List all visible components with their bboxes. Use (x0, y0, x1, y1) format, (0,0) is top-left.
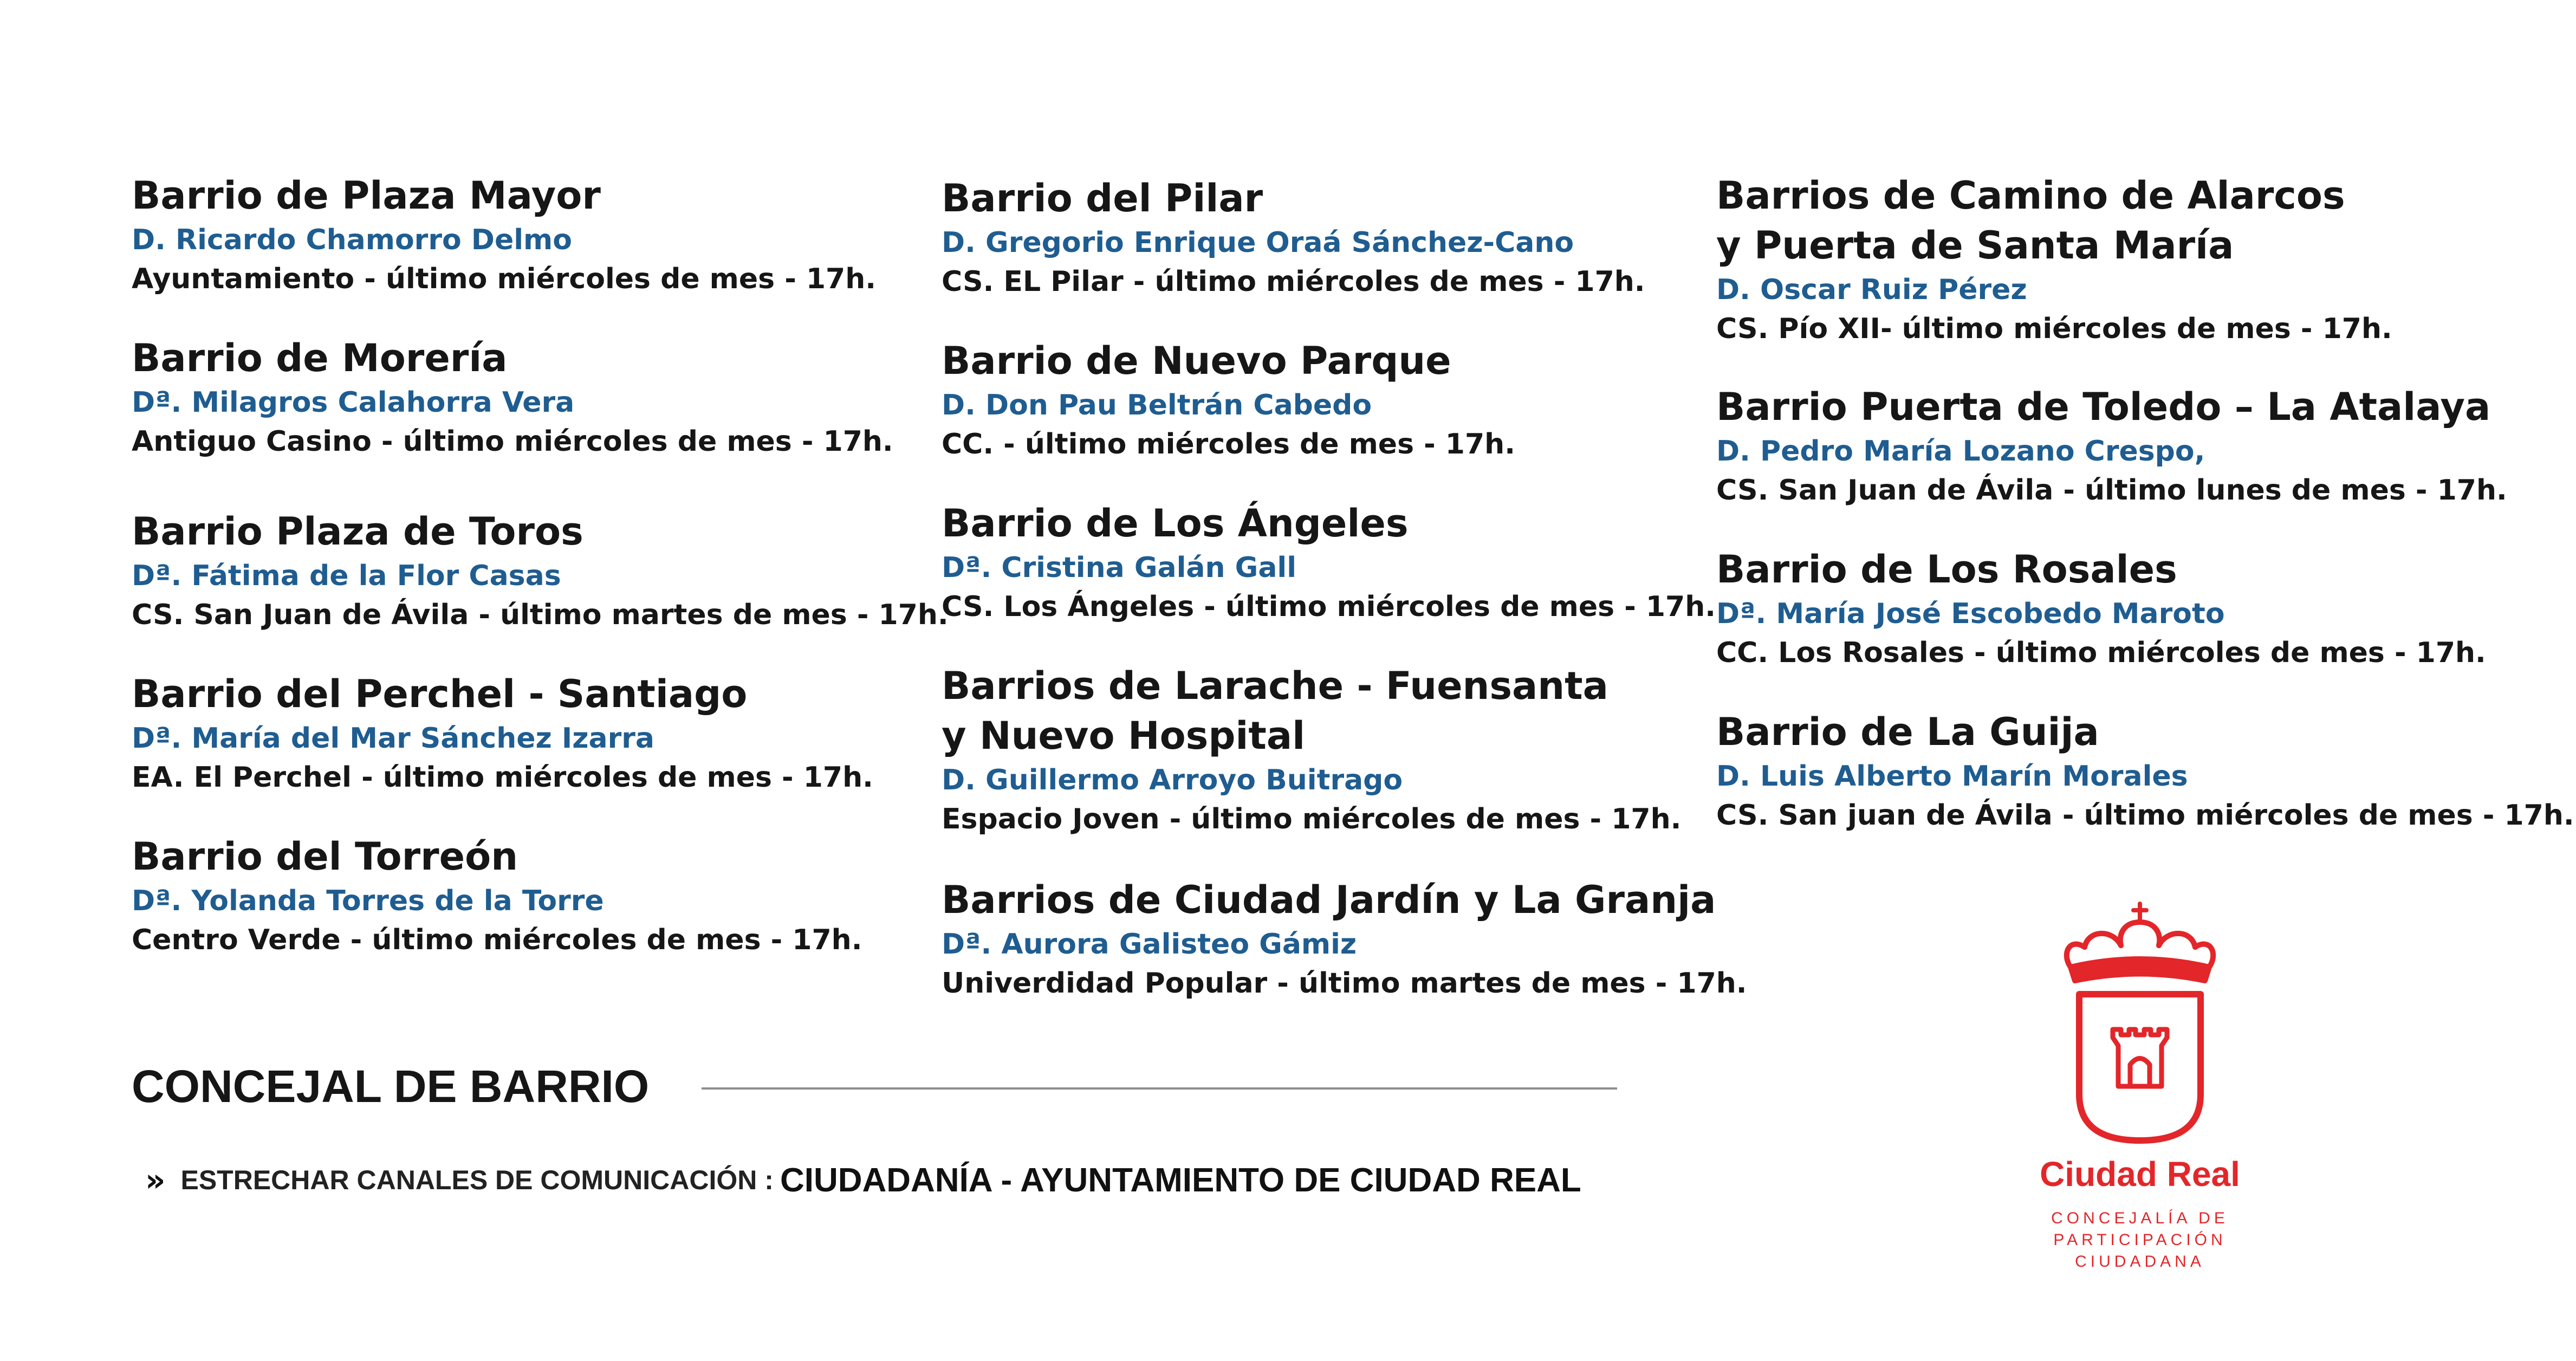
meeting-info: CS. Los Ángeles - último miércoles de mes - 17h. (942, 591, 1716, 623)
concejal-name: Dª. María José Escobedo Maroto (1716, 598, 2225, 630)
barrio-title: Barrios de Larache - Fuensanta (942, 664, 1608, 708)
barrio-title: Barrios de Camino de Alarcos (1716, 173, 2345, 218)
meeting-info: Espacio Joven - último miércoles de mes - 17h. (942, 803, 1682, 835)
meeting-info: CS. EL Pilar - último miércoles de mes - 17h. (942, 265, 1645, 298)
divider-line (702, 1087, 1617, 1090)
barrio-title: Barrio de Los Ángeles (942, 501, 1409, 546)
logo-subtitle-line-1: CONCEJALÍA DE (2051, 1209, 2229, 1227)
meeting-info: CS. San juan de Ávila - último miércoles de mes - 17h. (1716, 799, 2574, 832)
barrio-title: Barrio Plaza de Toros (132, 509, 583, 554)
meeting-info: CS. San Juan de Ávila - último lunes de mes - 17h. (1716, 474, 2507, 507)
barrio-entry (942, 336, 1727, 464)
barrio-title: Barrio de Plaza Mayor (132, 173, 601, 218)
concejal-name: D. Gregorio Enrique Oraá Sánchez-Cano (942, 226, 1574, 259)
concejal-name: Dª. María del Mar Sánchez Izarra (132, 722, 654, 755)
barrio-entry (132, 669, 917, 797)
tagline (145, 1156, 1581, 1204)
ciudad-real-logo (2004, 899, 2275, 1279)
barrio-title: Barrio de La Guija (1716, 710, 2099, 754)
barrio-entry (132, 507, 949, 634)
logo-subtitle-line-2: PARTICIPACIÓN (2053, 1231, 2227, 1249)
concejal-name: D. Guillermo Arroyo Buitrago (942, 764, 1403, 796)
meeting-info: CC. Los Rosales - último miércoles de mes - 17h. (1716, 637, 2486, 669)
barrio-title: Barrio de Los Rosales (1716, 547, 2177, 592)
concejal-name: D. Oscar Ruiz Pérez (1716, 274, 2027, 306)
concejal-name: D. Luis Alberto Marín Morales (1716, 760, 2188, 793)
concejal-name: D. Don Pau Beltrán Cabedo (942, 389, 1372, 422)
barrio-entry (1716, 171, 2545, 348)
meeting-info: CC. - último miércoles de mes - 17h. (942, 428, 1515, 461)
barrio-title: Barrio Puerta de Toledo – La Atalaya (1716, 385, 2491, 429)
barrio-title-line-2: y Nuevo Hospital (942, 714, 1306, 758)
barrio-entry (132, 333, 917, 461)
concejal-name: D. Pedro María Lozano Crespo, (1716, 435, 2205, 468)
logo-name: Ciudad Real (2040, 1155, 2240, 1194)
barrio-title: Barrio del Pilar (942, 176, 1263, 221)
meeting-info: Ayuntamiento - último miércoles de mes - 17h. (132, 263, 877, 295)
barrio-entry (1716, 545, 2545, 672)
barrio-title-line-2: y Puerta de Santa María (1716, 223, 2234, 268)
concejal-name: Dª. Aurora Galisteo Gámiz (942, 928, 1357, 961)
meeting-info: Univerdidad Popular - último martes de mes - 17h. (942, 967, 1747, 1000)
crown-shield-emblem-icon (2059, 899, 2221, 1154)
barrio-entry (1716, 382, 2545, 510)
section-heading: CONCEJAL DE BARRIO (132, 1061, 650, 1112)
barrio-entry (942, 875, 1747, 1003)
concejal-name: Dª. Fátima de la Flor Casas (132, 560, 561, 592)
barrio-entry (132, 171, 917, 299)
barrio-entry (942, 661, 1727, 839)
concejal-name: Dª. Yolanda Torres de la Torre (132, 885, 604, 917)
meeting-info: CS. Pío XII- último miércoles de mes - 17h. (1716, 313, 2392, 345)
barrio-title: Barrios de Ciudad Jardín y La Granja (942, 878, 1716, 922)
tagline-lead: ESTRECHAR CANALES DE COMUNICACIÓN : (180, 1165, 774, 1195)
meeting-info: Antiguo Casino - último miércoles de mes - 17h. (132, 425, 893, 458)
meeting-info: Centro Verde - último miércoles de mes - 17h. (132, 924, 862, 956)
barrio-entry (1716, 707, 2574, 835)
concejal-name: Dª. Cristina Galán Gall (942, 552, 1297, 584)
meeting-info: EA. El Perchel - último miércoles de mes - 17h. (132, 761, 873, 794)
double-chevron-right-icon: » (145, 1162, 161, 1198)
logo-subtitle-line-3: CIUDADANA (2075, 1253, 2205, 1271)
barrio-title: Barrio del Torreón (132, 834, 518, 879)
tagline-emphasis: CIUDADANÍA - AYUNTAMIENTO DE CIUDAD REAL (780, 1161, 1581, 1199)
barrio-entry (942, 498, 1727, 626)
concejal-name: Dª. Milagros Calahorra Vera (132, 386, 575, 419)
barrio-title: Barrio de Morería (132, 336, 508, 380)
barrio-entry (132, 832, 917, 960)
barrio-title: Barrio del Perchel - Santiago (132, 672, 748, 716)
concejal-name: D. Ricardo Chamorro Delmo (132, 224, 572, 256)
barrio-title: Barrio de Nuevo Parque (942, 339, 1451, 383)
meeting-info: CS. San Juan de Ávila - último martes de mes - 17h. (132, 599, 949, 631)
barrio-entry (942, 173, 1727, 301)
